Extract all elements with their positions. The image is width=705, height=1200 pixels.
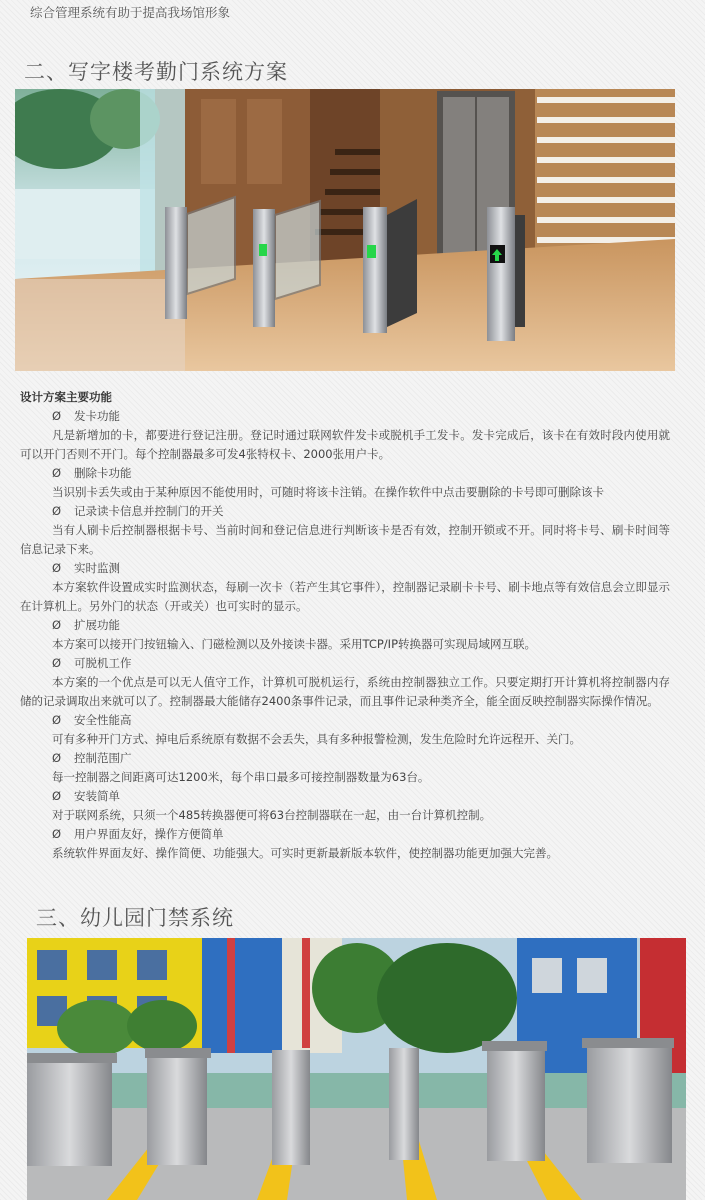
bullet-icon: Ø [52,504,62,518]
feature-title: Ø 安装简单 [20,787,670,806]
features-section [20,388,670,863]
bullet-icon: Ø [52,713,62,727]
feature-desc: 凡是新增加的卡，都要进行登记注册。登记时通过联网软件发卡或脱机手工发卡。发卡完成后，该卡在有效时段内使用就可以开门否则不开门。每个控制器最多可发4张特权卡、2000张用户卡。 [20,428,670,461]
bullet-icon: Ø [52,789,62,803]
bullet-icon: Ø [52,751,62,765]
feature-desc: 当有人刷卡后控制器根据卡号、当前时间和登记信息进行判断该卡是否有效，控制开锁或不开。同时将卡号、刷卡时间等信息记录下来。 [20,523,670,556]
kindergarten-turnstile-photo [27,938,686,1200]
section-title-office: 二、写字楼考勤门系统方案 [24,60,288,84]
feature-title: Ø 扩展功能 [20,616,670,635]
feature-title: Ø 安全性能高 [20,711,670,730]
top-caption: 综合管理系统有助于提高我场馆形象 [30,5,231,20]
features-heading: 设计方案主要功能 [20,390,112,404]
feature-desc: 本方案的一个优点是可以无人值守工作，计算机可脱机运行，系统由控制器独立工作。只要定期打开计算机将控制器内存储的记录调取出来就可以了。控制器最大能储存2400条事件记录，而且事件记录种类齐全，能全面反映控制器实际操作情况。 [20,675,670,708]
bullet-icon: Ø [52,827,62,841]
bullet-icon: Ø [52,618,62,632]
feature-title: Ø 删除卡功能 [20,464,670,483]
bullet-icon: Ø [52,656,62,670]
feature-desc: 当识别卡丢失或由于某种原因不能使用时，可随时将该卡注销。在操作软件中点击要删除的卡号即可删除该卡 [52,485,604,499]
feature-desc: 每一控制器之间距离可达1200米，每个串口最多可接控制器数量为63台。 [52,770,430,784]
feature-title: Ø 用户界面友好，操作方便简单 [20,825,670,844]
bullet-icon: Ø [52,466,62,480]
feature-title: Ø 记录读卡信息并控制门的开关 [20,502,670,521]
feature-title: Ø 实时监测 [20,559,670,578]
feature-desc: 系统软件界面友好、操作简便、功能强大。可实时更新最新版本软件，使控制器功能更加强大完善。 [52,846,558,860]
feature-desc: 对于联网系统，只须一个485转换器便可将63台控制器联在一起，由一台计算机控制。 [52,808,492,822]
feature-title: Ø 控制范围广 [20,749,670,768]
feature-title: Ø 发卡功能 [20,407,670,426]
bullet-icon: Ø [52,409,62,423]
office-turnstile-photo [15,89,675,371]
feature-desc: 本方案软件设置成实时监测状态，每刷一次卡（若产生其它事件），控制器记录刷卡卡号、刷卡地点等有效信息会立即显示在计算机上。另外门的状态（开或关）也可实时的显示。 [20,580,670,613]
section-title-kindergarten: 三、幼儿园门禁系统 [36,906,234,930]
feature-desc: 可有多种开门方式、掉电后系统原有数据不会丢失，具有多种报警检测，发生危险时允许远程开、关门。 [52,732,581,746]
feature-desc: 本方案可以接开门按钮输入、门磁检测以及外接读卡器。采用TCP/IP转换器可实现局域网互联。 [52,637,537,651]
feature-title: Ø 可脱机工作 [20,654,670,673]
bullet-icon: Ø [52,561,62,575]
